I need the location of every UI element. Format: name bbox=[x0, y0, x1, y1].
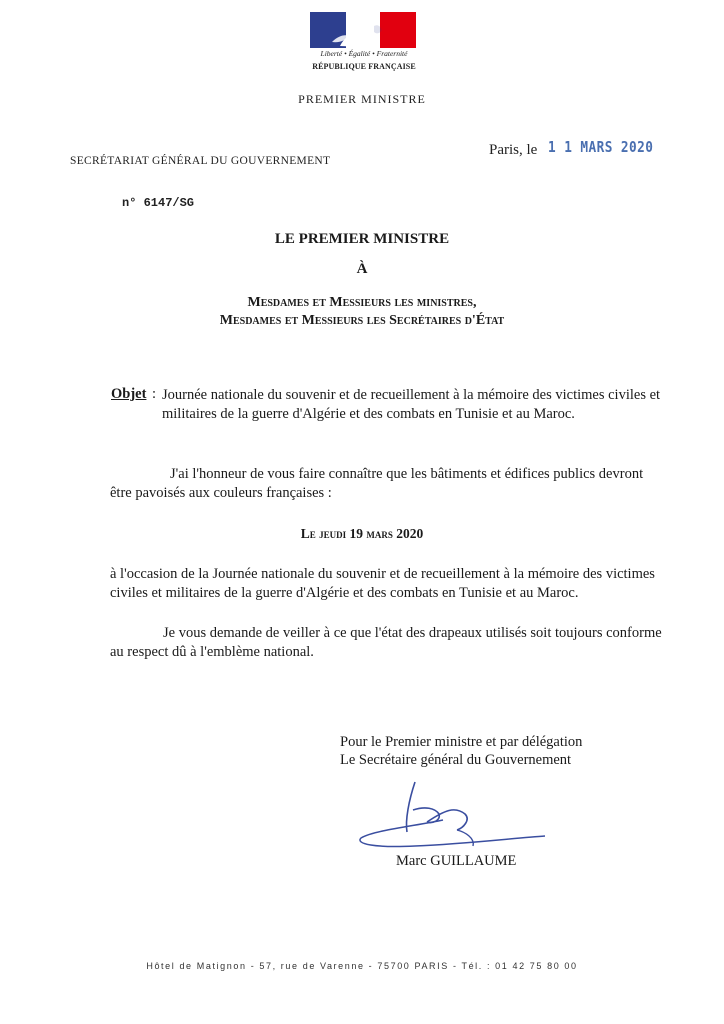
marianne-flag-icon bbox=[310, 12, 416, 48]
footer-address: Hôtel de Matignon - 57, rue de Varenne - 75700 PARIS - Tél. : 01 42 75 80 00 bbox=[146, 961, 578, 971]
subject-text: Journée nationale du souvenir et de recueillement à la mémoire des victimes civiles et militaires de la guerre d'Algérie et des combats en Tunisie et au Maroc. bbox=[162, 387, 661, 422]
sender-title: LE PREMIER MINISTRE bbox=[274, 231, 450, 247]
handwritten-signature-icon bbox=[355, 770, 555, 860]
event-date: Le jeudi 19 mars 2020 bbox=[300, 526, 424, 541]
body-paragraph: J'ai l'honneur de vous faire connaître que les bâtiments et édifices publics devront être pavoisés aux couleurs françaises : bbox=[110, 466, 644, 501]
issuing-authority: PREMIER MINISTRE bbox=[298, 92, 426, 106]
body-paragraph: à l'occasion de la Journée nationale du souvenir et de recueillement à la mémoire des victimes civiles et militaires de la guerre d'Algérie et des combats en Tunisie et au Maroc. bbox=[110, 566, 655, 601]
addressees bbox=[0, 294, 724, 330]
republic-name: RÉPUBLIQUE FRANÇAISE bbox=[312, 62, 416, 71]
signer-title: Le Secrétaire général du Gouvernement bbox=[340, 752, 572, 768]
republic-logo bbox=[310, 12, 418, 78]
date-prefix: Paris, le bbox=[489, 142, 538, 158]
addressee-line: Mesdames et Messieurs les ministres, bbox=[247, 295, 477, 310]
subject-label: Objet bbox=[111, 386, 147, 402]
to-marker: À bbox=[356, 261, 368, 277]
addressee-line: Mesdames et Messieurs les Secrétaires d'État bbox=[219, 313, 505, 328]
body-paragraph: Je vous demande de veiller à ce que l'état des drapeaux utilisés soit toujours conforme au respect dû à l'emblème national. bbox=[110, 625, 662, 660]
signer-name: Marc GUILLAUME bbox=[396, 853, 517, 869]
republic-motto: Liberté • Égalité • Fraternité bbox=[320, 49, 408, 58]
reference-number: n° 6147/SG bbox=[122, 196, 195, 210]
signature-block bbox=[340, 733, 582, 769]
subject-colon: : bbox=[152, 386, 157, 402]
date-stamp: 1 1 MARS 2020 bbox=[548, 138, 654, 156]
delegation-line: Pour le Premier ministre et par délégation bbox=[340, 734, 583, 750]
service-name: SECRÉTARIAT GÉNÉRAL DU GOUVERNEMENT bbox=[70, 155, 331, 167]
